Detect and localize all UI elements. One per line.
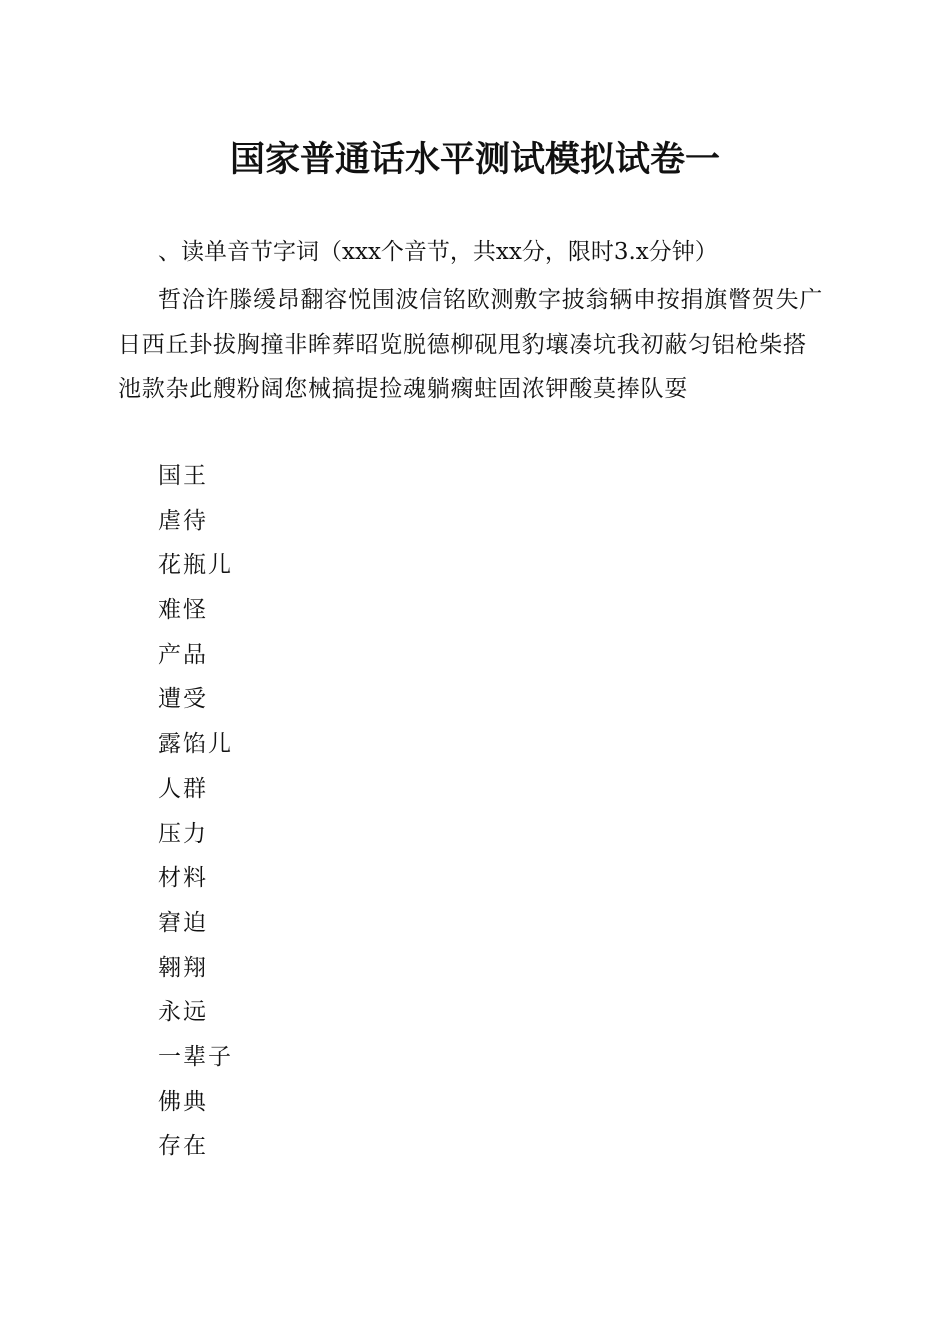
list-item: 窘迫 bbox=[158, 909, 208, 936]
list-item: 难怪 bbox=[158, 597, 208, 624]
word-list bbox=[158, 454, 233, 1169]
list-item: 翱翔 bbox=[158, 954, 208, 981]
list-item: 人群 bbox=[158, 775, 208, 802]
list-item: 压力 bbox=[158, 820, 208, 847]
list-item: 虐待 bbox=[158, 507, 208, 534]
section-heading: 、读单音节字词（xxx个音节，共xx分，限时3.x分钟） bbox=[158, 239, 718, 265]
single-character-paragraph: 哲洽许滕缓昂翻容悦围波信铭欧测敷字披翁辆申按捐旗瞥贺失广日西丘卦拔胸撞非眸葬昭览脱德柳砚甩豹壤凑坑我初蔽匀铝枪柴搭池款杂此艘粉阔您械搞提捡魂躺瘸蛀固浓钾酸莫捧队耍 bbox=[118, 287, 823, 403]
list-item: 国王 bbox=[158, 463, 208, 489]
list-item: 存在 bbox=[158, 1133, 208, 1160]
list-item: 佛典 bbox=[158, 1088, 208, 1115]
list-item: 露馅儿 bbox=[158, 731, 233, 758]
list-item: 产品 bbox=[158, 641, 208, 668]
list-item: 一辈子 bbox=[158, 1043, 233, 1070]
list-item: 永远 bbox=[158, 999, 208, 1026]
list-item: 材料 bbox=[158, 865, 208, 892]
list-item: 遭受 bbox=[158, 686, 208, 713]
list-item: 花瓶儿 bbox=[158, 552, 233, 579]
document-title: 国家普通话水平测试模拟试卷一 bbox=[229, 139, 720, 180]
